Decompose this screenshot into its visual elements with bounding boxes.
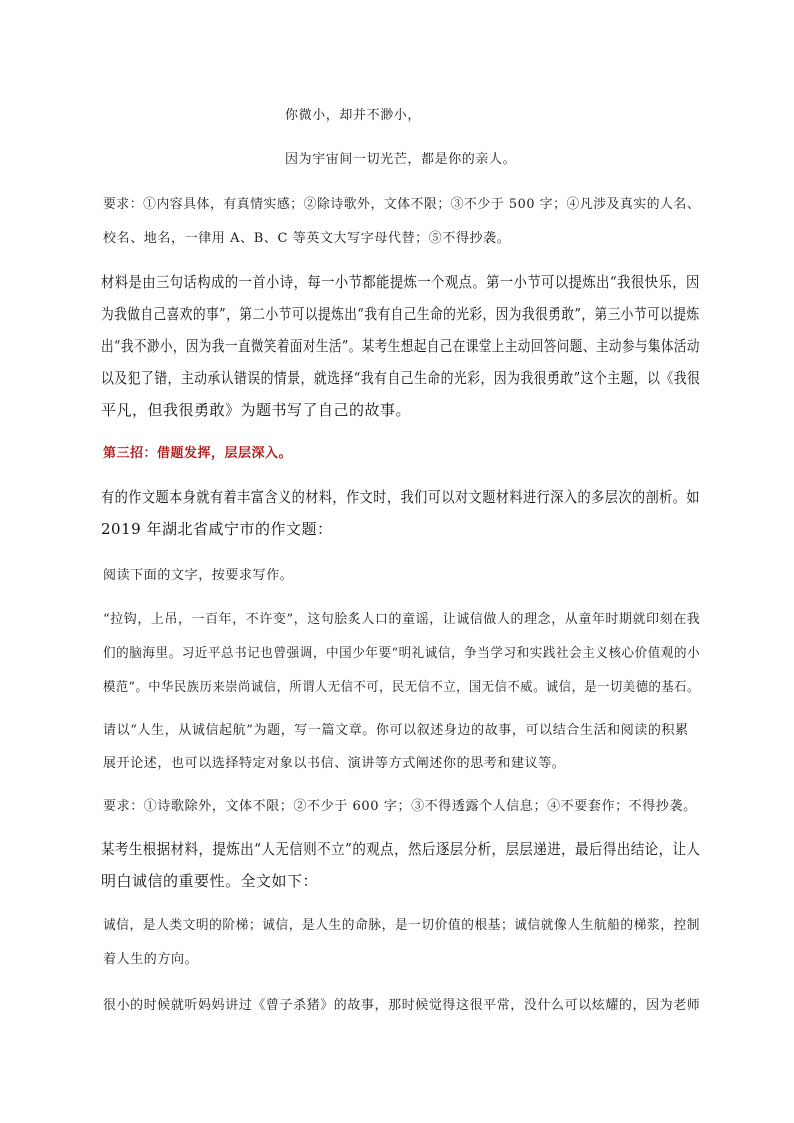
paragraph-1-line-2: 为我做自己喜欢的事”，第二小节可以提炼出“我有自己生命的光彩，因为我很勇敢”，第三小节可以提炼 xyxy=(101,305,700,323)
paragraph-1-line-3: 出“我不渺小，因为我一直微笑着面对生活”。某考生想起自己在课堂上主动回答问题、主动参与集体活动 xyxy=(101,337,700,355)
task-line-2: 展开论述，也可以选择特定对象以书信、演讲等方式阐述你的思考和建议等。 xyxy=(103,756,566,771)
instruction-line: 阅读下面的文字，按要求写作。 xyxy=(103,568,294,583)
paragraph-3-line-1: 某考生根据材料，提炼出“人无信则不立”的观点，然后逐层分析，层层递进，最后得出结论，让人 xyxy=(101,840,701,858)
requirements-2: 要求：①诗歌除外，文体不限；②不少于 600 字；③不得透露个人信息；④不要套作；不得抄袭。 xyxy=(103,799,697,814)
poem-line-1: 你微小，却并不渺小， xyxy=(285,108,422,123)
paragraph-1-line-4: 以及犯了错，主动承认错误的情景，就选择“我有自己生命的光彩，因为我很勇敢”这个主题，以《我很 xyxy=(101,369,701,387)
material-line-3: 模范”。中华民族历来崇尚诚信，所谓人无信不可，民无信不立，国无信不威。诚信，是一切美德的基石。 xyxy=(103,680,700,695)
section-heading: 第三招：借题发挥，层层深入。 xyxy=(103,446,293,461)
essay-paragraph-2-line-1: 很小的时候就听妈妈讲过《曾子杀猪》的故事，那时候觉得这很平常，没什么可以炫耀的，因为老师 xyxy=(103,998,701,1013)
task-line-1: 请以“人生，从诚信起航”为题，写一篇文章。你可以叙述身边的故事，可以结合生活和阅读的积累 xyxy=(103,723,689,738)
material-line-2: 们的脑海里。习近平总书记也曾强调，中国少年要“明礼诚信，争当学习和实践社会主义核心价值观的小 xyxy=(103,646,701,661)
paragraph-1-line-1: 材料是由三句话构成的一首小诗，每一小节都能提炼一个观点。第一小节可以提炼出“我很快乐，因 xyxy=(101,273,700,291)
essay-paragraph-1-line-1: 诚信，是人类文明的阶梯；诚信，是人生的命脉，是一切价值的根基；诚信就像人生航船的梯浆，控制 xyxy=(103,918,701,933)
paragraph-3-line-2: 明白诚信的重要性。全文如下： xyxy=(101,872,319,890)
material-line-1: “拉钩，上吊，一百年，不许变”，这句脍炙人口的童谣，让诚信做人的理念，从童年时期就印刻在我 xyxy=(103,612,701,627)
paragraph-1-line-5: 平凡，但我很勇敢》为题书写了自己的故事。 xyxy=(101,401,412,419)
requirements-1-line-1: 要求：①内容具体，有真情实感；②除诗歌外，文体不限；③不少于 500 字；④凡涉及真实的人名、 xyxy=(103,197,701,212)
requirements-1-line-2: 校名、地名，一律用 A、B、C 等英文大写字母代替；⑤不得抄袭。 xyxy=(103,231,511,246)
paragraph-2-line-2: 2019 年湖北省咸宁市的作文题： xyxy=(101,520,333,538)
poem-line-2: 因为宇宙间一切光芒，都是你的亲人。 xyxy=(285,152,517,167)
essay-paragraph-1-line-2: 着人生的方向。 xyxy=(103,952,199,967)
paragraph-2-line-1: 有的作文题本身就有着丰富含义的材料，作文时，我们可以对文题材料进行深入的多层次的剖析。如 xyxy=(101,488,701,506)
